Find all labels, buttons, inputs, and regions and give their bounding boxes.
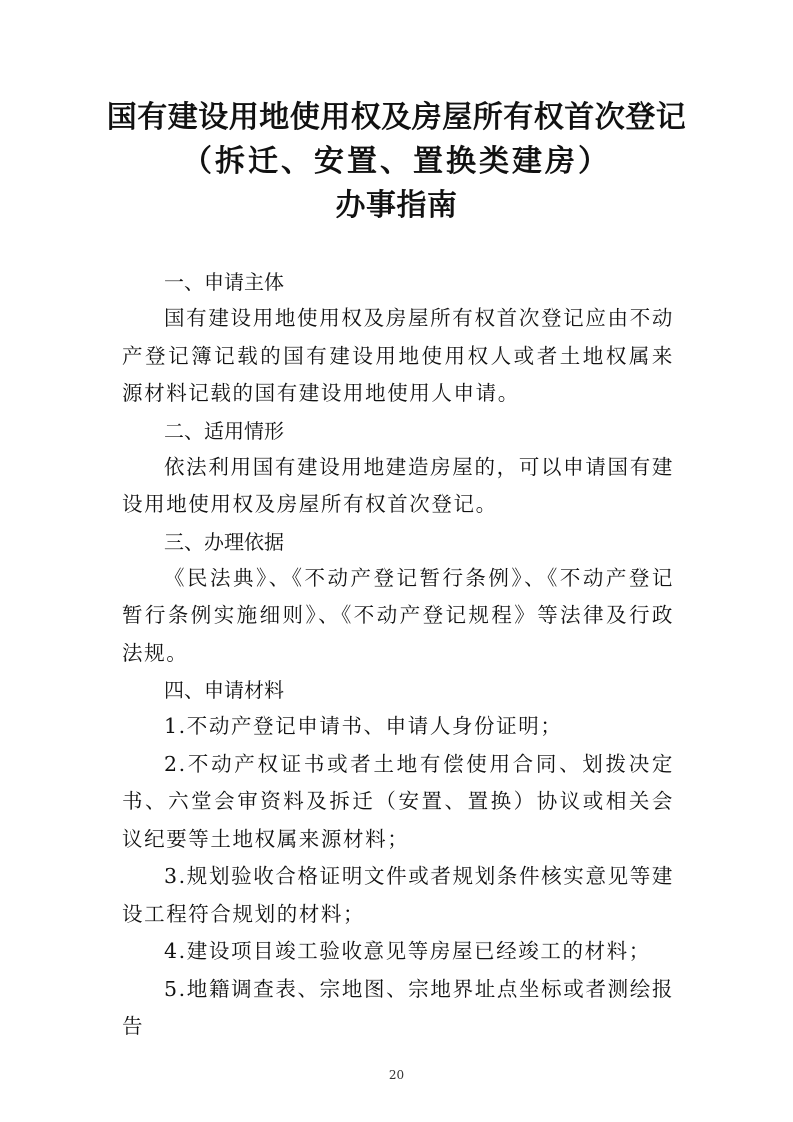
section-heading: 二、适用情形 xyxy=(164,418,284,443)
paragraph: 国有建设用地使用权及房屋所有权首次登记应由不动产登记簿记载的国有建设用地使用权人或者土地权属来源材料记载的国有建设用地使用人申请。 xyxy=(122,306,674,405)
section-heading: 一、申请主体 xyxy=(164,270,284,294)
section-applicable-cases xyxy=(122,413,674,524)
paragraph: 依法利用国有建设用地建造房屋的，可以申请国有建设用地使用权及房屋所有权首次登记。 xyxy=(122,454,674,516)
page-number: 20 xyxy=(388,1068,405,1082)
section-legal-basis xyxy=(122,524,674,673)
title-line-1: 国有建设用地使用权及房屋所有权首次登记 xyxy=(106,100,687,135)
list-item: 2.不动产权证书或者土地有偿使用合同、划拨决定书、六堂会审资料及拆迁（安置、置换）协议或相关会议纪要等土地权属来源材料； xyxy=(122,751,674,851)
section-heading: 三、办理依据 xyxy=(164,529,284,554)
document-title xyxy=(60,96,733,228)
section-applicant xyxy=(122,264,674,413)
list-item: 1.不动产登记申请书、申请人身份证明； xyxy=(164,714,563,738)
title-line-2: （拆迁、安置、置换类建房） xyxy=(182,144,611,179)
document-body xyxy=(122,264,674,1046)
paragraph: 《民法典》、《不动产登记暂行条例》、《不动产登记暂行条例实施细则》、《不动产登记规程》等法律及行政法规。 xyxy=(122,565,674,665)
section-materials xyxy=(122,672,674,1046)
list-item: 3.规划验收合格证明文件或者规划条件核实意见等建设工程符合规划的材料； xyxy=(122,864,674,926)
section-heading: 四、申请材料 xyxy=(164,678,284,702)
list-item: 4.建设项目竣工验收意见等房屋已经竣工的材料； xyxy=(164,939,651,963)
title-line-3: 办事指南 xyxy=(335,188,458,223)
list-item: 5.地籍调查表、宗地图、宗地界址点坐标或者测绘报告 xyxy=(122,976,674,1038)
